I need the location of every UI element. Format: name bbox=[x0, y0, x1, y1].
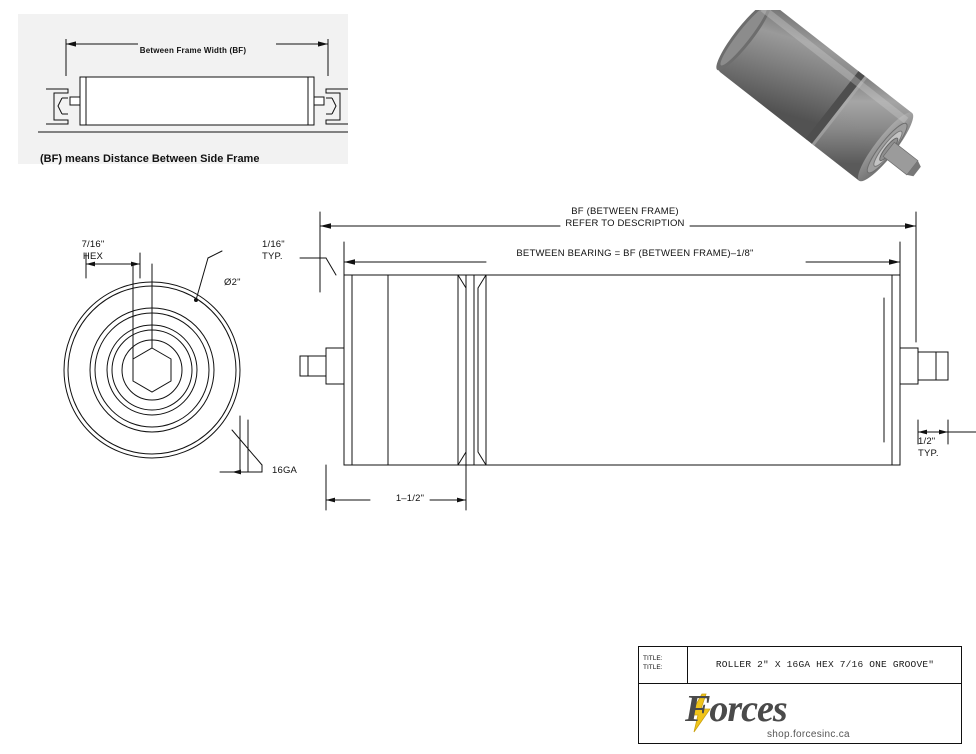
title-block bbox=[638, 646, 962, 744]
inset-title: Between Frame Width (BF) bbox=[139, 46, 247, 55]
inset-diagram bbox=[18, 14, 348, 164]
end-typ-right-label: 1/2" bbox=[918, 436, 936, 447]
title-block-label bbox=[643, 654, 685, 673]
brand-url: shop.forcesinc.ca bbox=[767, 729, 850, 740]
inset-caption: (BF) means Distance Between Side Frame bbox=[40, 153, 260, 165]
bf-dimension-label-2: REFER TO DESCRIPTION bbox=[565, 218, 685, 229]
brand-name: Forces bbox=[685, 688, 787, 730]
gauge-label: 16GA bbox=[272, 465, 298, 476]
between-bearing-label: BETWEEN BEARING = BF (BETWEEN FRAME)–1/8" bbox=[516, 248, 754, 259]
between-frame-inset bbox=[18, 14, 348, 164]
brand-block bbox=[639, 685, 961, 741]
diameter-label: Ø2" bbox=[224, 277, 241, 288]
end-typ-top-label: 1/16" bbox=[262, 239, 285, 250]
title-block-label-line-1: TITLE: bbox=[643, 655, 663, 662]
end-typ-top-label-2: TYP. bbox=[262, 251, 283, 262]
title-block-header bbox=[639, 647, 961, 684]
title-block-label-line-2: TITLE: bbox=[643, 664, 663, 672]
hex-size-label: 7/16" bbox=[81, 239, 105, 250]
main-drawing bbox=[0, 180, 976, 600]
groove-offset-label: 1–1/2" bbox=[395, 493, 425, 504]
roller-3d-render bbox=[700, 10, 965, 200]
hex-label: HEX bbox=[82, 251, 104, 262]
bf-dimension-label-1: BF (BETWEEN FRAME) bbox=[571, 206, 679, 217]
title-block-divider bbox=[687, 647, 688, 683]
end-typ-right-label-2: TYP. bbox=[918, 448, 939, 459]
part-title: ROLLER 2" X 16GA HEX 7/16 ONE GROOVE" bbox=[715, 659, 935, 670]
